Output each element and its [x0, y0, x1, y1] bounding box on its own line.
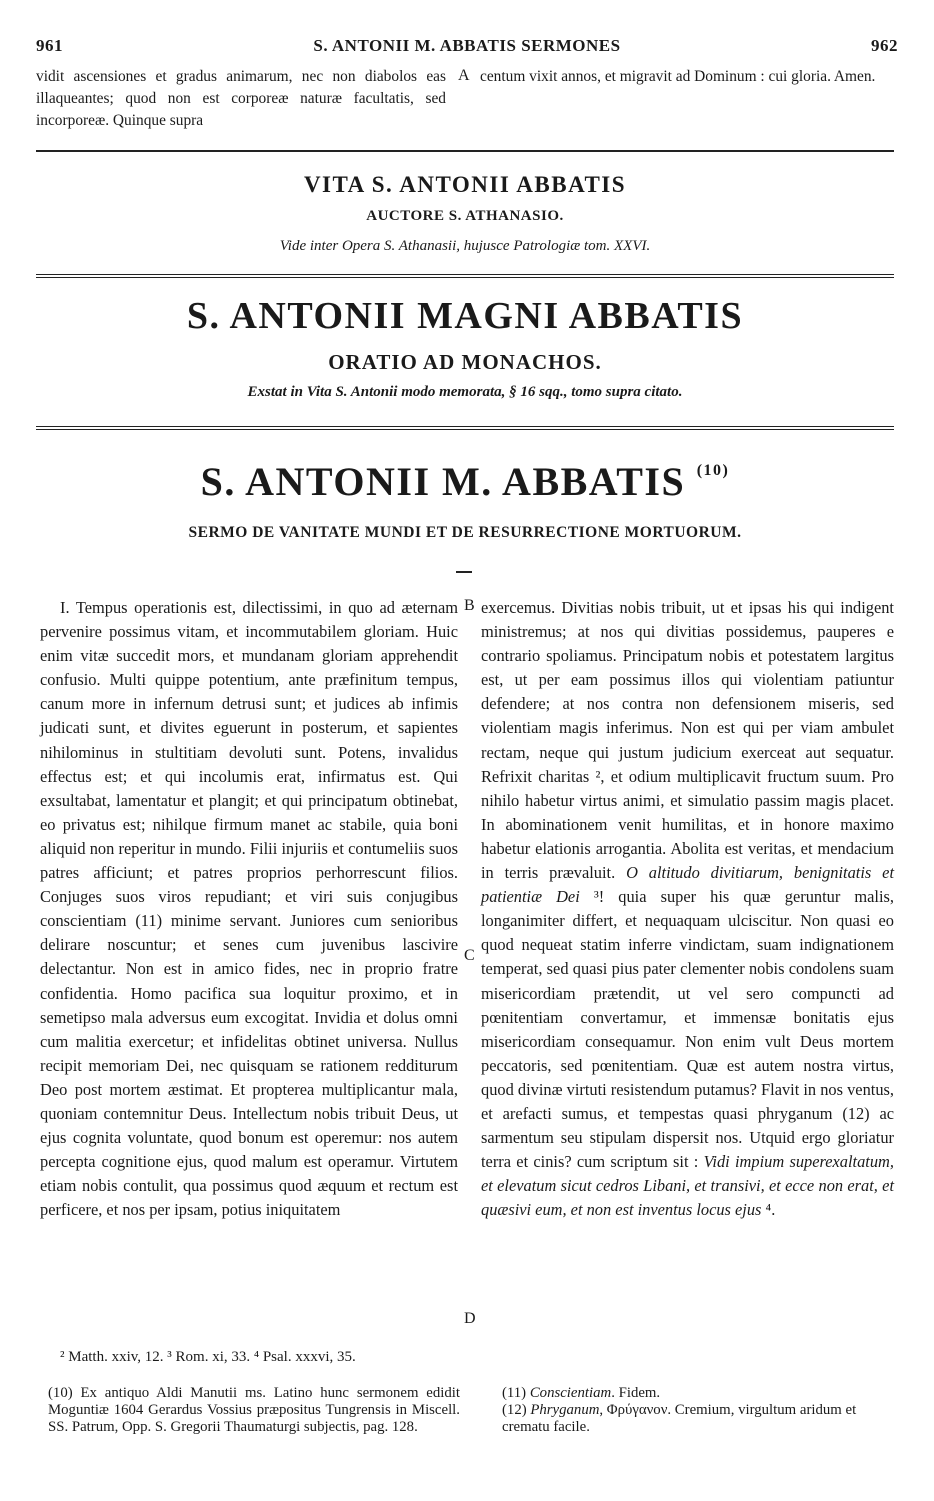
body-right-italic-2: Vidi impium superexaltatum, et elevatum sicut cedros Libani, et transivi, et ecce non erat, et quæsivi eum, et non est inventus locus ejus [481, 1152, 894, 1220]
footnote-12 [502, 1402, 894, 1436]
body-right-paragraph [481, 596, 894, 1222]
vita-title: VITA S. ANTONII ABBATIS [303, 172, 627, 197]
top-right-text: centum vixit annos, et migravit ad Dominum : cui gloria. Amen. [480, 68, 876, 85]
sermo-title-block [36, 458, 894, 505]
section-rule-3 [36, 426, 894, 430]
body-right-text-2: ³! quia super his quæ geruntur malis, longanimiter differt, et nequaquam ulciscitur. Non quasi eo quod nequeat statim inferre vindictam, suam indignationem temperat, sed quasi pius pater clementer nobis condolens suam misericordiam prætendit, ut vel sero compuncti ad pœnitentiam convertamur, et immensæ bonitatis ejus misericordiam consequamur. Non enim vult Deus mortem peccatoris, sed pœnitentiam. Quæ est autem nostra virtus, quod divinæ virtuti resistendum putamus? Flavit in nos ventus, et arefacti sumus, et tempestas quasi phryganum (12) ac sarmentum seu stipulam dispersit nos. Utquid ergo gloriatur terra et cinis? cum scriptum sit : [481, 887, 894, 1172]
footnotes-right [502, 1385, 894, 1436]
title-dash [456, 571, 472, 573]
section-rule-1 [36, 150, 894, 152]
footnote-11 [502, 1385, 894, 1402]
oratio-subtitle: ORATIO AD MONACHOS. [328, 350, 602, 374]
margin-marker-b: B [464, 597, 475, 614]
section-rule-2 [36, 274, 894, 278]
body-right-italic-1: O altitudo divitiarum, benignitatis et patientiæ Dei [481, 863, 894, 907]
running-head [36, 36, 898, 58]
oratio-note: Exstat in Vita S. Antonii modo memorata, § 16 sqq., tomo supra citato. [247, 384, 683, 400]
footnote-12-num: (12) [502, 1402, 531, 1418]
footnote-12-term: Phryganum [530, 1402, 600, 1418]
margin-marker-c: C [464, 947, 475, 964]
footnote-11-num: (11) [502, 1385, 530, 1401]
margin-marker-d: D [464, 1310, 476, 1327]
body-left-column [40, 596, 458, 1222]
page-number-right: 962 [871, 36, 898, 55]
footnote-12-rest: , Φρύγανον. Cremium, virgultum aridum et crematu facile. [502, 1402, 857, 1435]
top-left-text: vidit ascensiones et gradus animarum, nec non diabolos eas illaqueantes; quod non est corporeæ naturæ facultatis, sed incorporeæ. Quinque supra [36, 68, 446, 129]
body-right-column [481, 596, 894, 1222]
top-left-column [36, 66, 446, 132]
footnote-10-text: (10) Ex antiquo Aldi Manutii ms. Latino hunc sermonem edidit Moguntiæ 1604 Gerardus Vossius præpositus Tungrensis in Miscell. SS. Patrum, Opp. S. Gregorii Thaumaturgi subjectis, pag. 128. [48, 1385, 460, 1435]
footnote-11-rest: . Fidem. [611, 1385, 661, 1401]
footnote-10 [48, 1385, 460, 1436]
oratio-title: S. ANTONII MAGNI ABBATIS [186, 295, 744, 337]
running-title: S. ANTONII M. ABBATIS SERMONES [313, 36, 621, 55]
margin-marker-a: A [458, 67, 470, 84]
footnote-11-term: Conscientiam [529, 1385, 612, 1401]
sermo-subtitle: SERMO DE VANITATE MUNDI ET DE RESURRECTIONE MORTUORUM. [188, 524, 742, 541]
top-right-column [480, 66, 892, 88]
vita-author: AUCTORE S. ATHANASIO. [366, 208, 564, 224]
body-left-text: I. Tempus operationis est, dilectissimi, in quo ad æternam pervenire possimus vitam, et incommutabilem gloriam. Huic enim vitæ succedit mors, et mundanam gloriam apprehendit confusio. Multi quippe potentium, ante præfinitum tempus, canum more in infernum detrusi sunt; et judices ab infimis judicati sunt, et divites eguerunt in posterum, et sapientes nihilominus in stultitiam devoluti sunt. Potens, invalidus effectus est; et qui incolumis erat, infirmatus est. Qui exsultabat, lamentatur et plangit; et qui principatum obtinebat, eo privatus est; nihilque firmum manet ac stabile, quia boni aliquid non reperitur in mundo. Filii injuriis et contumeliis suos patres afficiunt; et patres proprios perhorrescunt filios. Conjuges suos viros repudiant; et viri suis conjugibus conscientiam (11) minime servant. Juniores cum senioribus delirare noscuntur; et senes cum juvenibus lascivire delectantur. Non est in amico fides, nec in proprio fratre confidentia. Homo pacifica sua loquitur proximo, et in semetipso mala adversus eum excogitat. Invidia et dolus omni cum malitia exercetur; et infidelitas obtinet universa. Nullus recipit memoriam Dei, nec quisquam se rationem redditurum Deo post mortem æstimat. Et propterea multiplicantur mala, quoniam contemnitur Deus. Intellectum nobis tribuit Deus, ut ejus cognita voluntate, quod bonum est operemur: nos autem percepta cognitione ejus, quod malum est operamur. Virtutem etiam nobis contulit, qua possimus quod æquum et rectum est perficere, et nos per ipsam, potius iniquitatem [40, 598, 458, 1220]
body-right-text-3: ⁴. [761, 1200, 776, 1220]
body-right-text-1: exercemus. Divitias nobis tribuit, ut et ipsas his qui indigent ministremus; at nos qui divitias possidemus, pauperes e contrario spoliamus. Principatum nobis et potestatem largitus est, ut per eam possimus illos qui violentiam patiuntur defendere; at nos contra non defensionem miseris, sed violentiam magis inferimus. Non est qui per viam ambulet rectam, neque qui justum judicium exerceat aut sequatur. Refrixit charitas ², et odium multiplicavit fructum suum. Pro nihilo habetur virtus animi, et simulatio passim magis placet. In abominationem venit humilitas, et in honore maximo habetur elationis arrogantia. Abolita est veritas, et mendacium in terris prævaluit. [481, 598, 894, 883]
vita-note: Vide inter Opera S. Athanasii, hujusce Patrologiæ tom. XXVI. [279, 238, 651, 254]
sermo-title: S. ANTONII M. ABBATIS [200, 459, 686, 504]
sermo-title-note-ref: (10) [696, 461, 730, 479]
page-number-left: 961 [36, 36, 63, 55]
scripture-references: ² Matth. xxiv, 12. ³ Rom. xi, 33. ⁴ Psal. xxxvi, 35. [60, 1349, 356, 1365]
